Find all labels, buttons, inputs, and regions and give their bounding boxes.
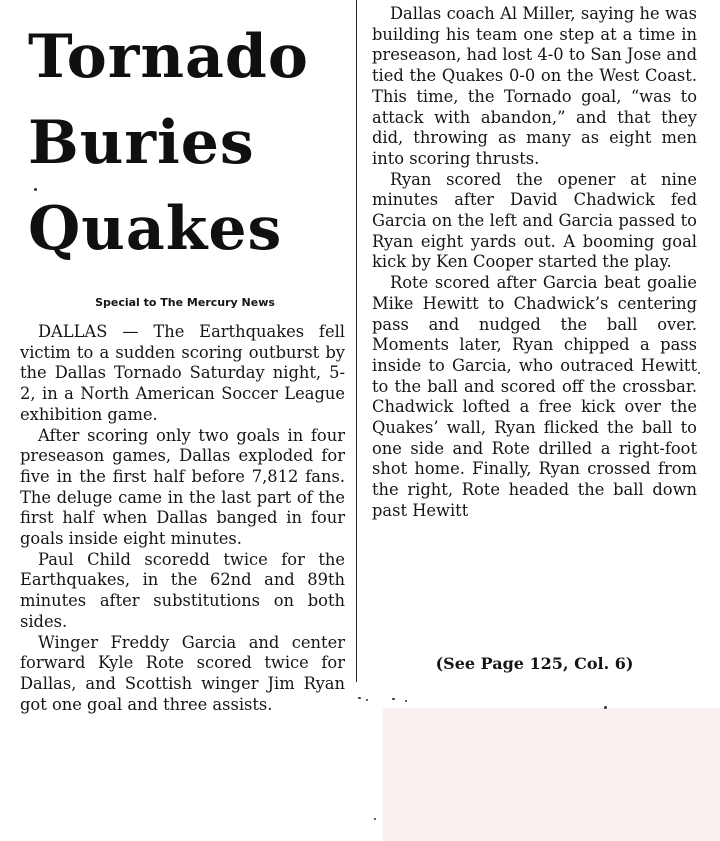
- print-speck: [604, 706, 607, 709]
- article-column-right: [372, 4, 697, 522]
- headline: [28, 14, 348, 272]
- continued-on-line: (See Page 125, Col. 6): [435, 654, 634, 673]
- paragraph: After scoring only two goals in four preseason games, Dallas exploded for five in the first half before 7,812 fans. The deluge came in the last part of the first half when Dallas banged in four goals inside eight minutes.: [20, 425, 345, 549]
- paragraph: Paul Child scoredd twice for the Earthquakes, in the 62nd and 89th minutes after substitutions on both sides.: [20, 549, 345, 631]
- column-rule: [356, 0, 357, 682]
- print-speck: [34, 188, 37, 191]
- print-speck: [366, 699, 368, 701]
- print-speck: [374, 818, 376, 820]
- paragraph: Dallas coach Al Miller, saying he was building his team one step at a time in preseason, had lost 4-0 to San Jose and tied the Quakes 0-0 on the West Coast. This time, the Tornado goal, “was to attack with abandon,” and that they did, throwing as many as eight men into scoring thrusts.: [372, 4, 697, 168]
- headline-line-2: Buries: [28, 108, 255, 178]
- print-speck: [698, 372, 700, 374]
- paragraph: DALLAS — The Earthquakes fell victim to a sudden scoring outburst by the Dallas Tornado Saturday night, 5-2, in a North American Soccer League exhibition game.: [20, 322, 345, 424]
- paragraph: Ryan scored the opener at nine minutes after David Chadwick fed Garcia on the left and Garcia passed to Ryan eight yards out. A booming goal kick by Ken Cooper started the play.: [372, 169, 697, 272]
- print-speck: [358, 697, 361, 699]
- paragraph: Rote scored after Garcia beat goalie Mike Hewitt to Chadwick’s centering pass and nudged the ball over. Moments later, Ryan chipped a pass inside to Garcia, who outraced Hewitt to the ball and scored off the crossbar. Chadwick lofted a free kick over the Quakes’ wall, Ryan flicked the ball to one side and Rote drilled a right-foot shot home. Finally, Ryan crossed from the right, Rote headed the ball down past Hewitt: [372, 273, 697, 520]
- article-column-left: [20, 322, 345, 715]
- paragraph: Winger Freddy Garcia and center forward Kyle Rote scored twice for Dallas, and Scottish winger Jim Ryan got one goal and three assists.: [20, 632, 345, 714]
- print-speck: [405, 700, 407, 702]
- print-speck: [392, 698, 395, 700]
- headline-line-1: Tornado: [28, 22, 309, 92]
- byline: Special to The Mercury News: [95, 296, 275, 309]
- headline-line-3: Quakes: [28, 194, 283, 264]
